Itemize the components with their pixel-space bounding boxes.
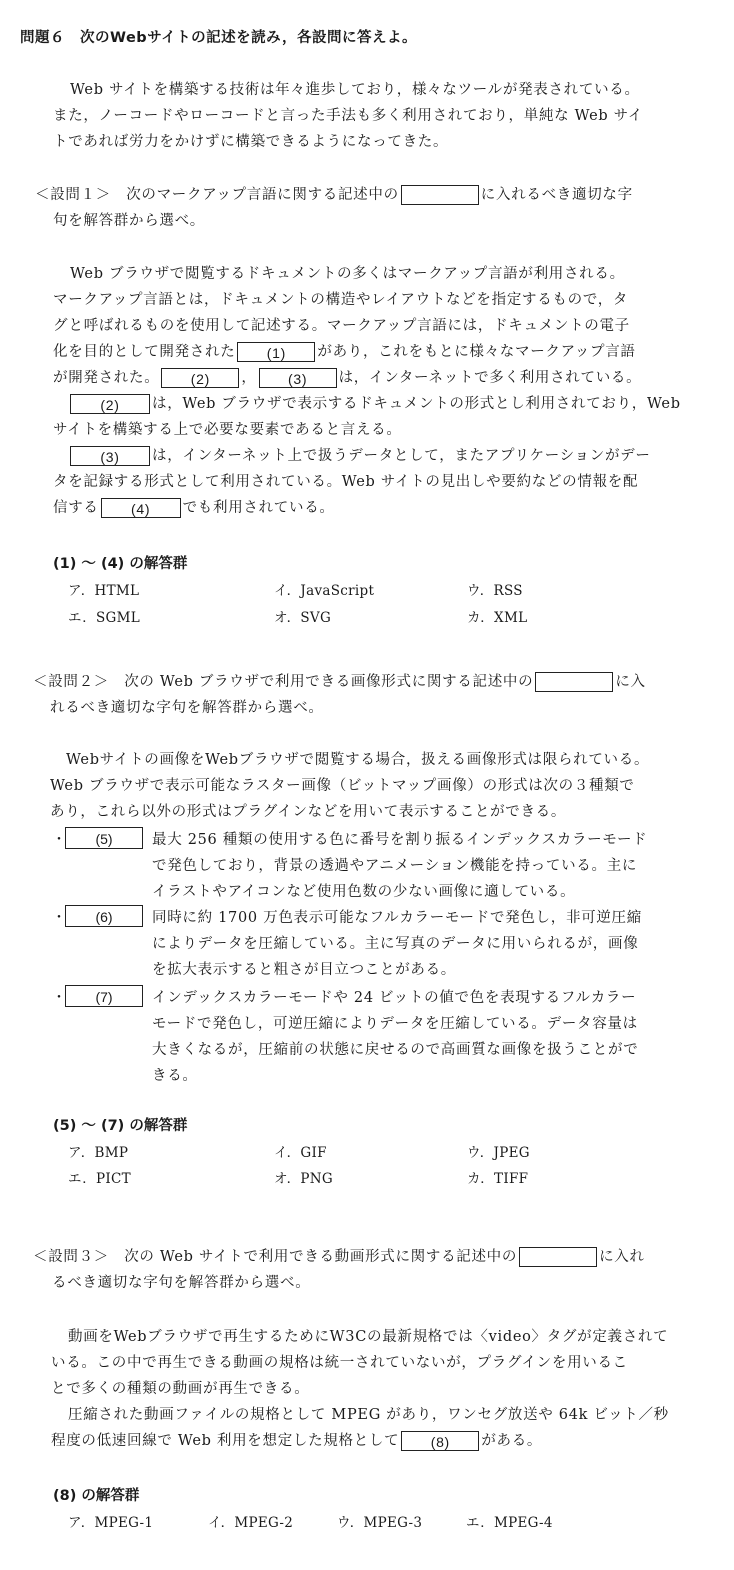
blank-2-repeat: (2) (70, 394, 150, 414)
blank-box (401, 185, 479, 205)
bullet-dot: ・ (52, 990, 66, 1006)
q1-line-1: Web ブラウザで閲覧するドキュメントの多くはマークアップ言語が利用される。 (70, 266, 625, 282)
q1-line-5-text-c: は，インターネットで多く利用されている。 (338, 370, 642, 386)
bullet-5-line-3: イラストやアイコンなど使用色数の少ない画像に適している。 (152, 884, 576, 900)
blank-4: (4) (101, 498, 181, 518)
bullet-7-line-2: モードで発色し，可逆圧縮によりデータを圧縮している。データ容量は (152, 1016, 638, 1032)
q1-option: イ．JavaScript (274, 583, 375, 599)
q2-prompt (33, 670, 646, 692)
q3-prompt-line-2: るべき適切な字句を解答群から選べ。 (52, 1275, 311, 1291)
intro-line-3: トであれば労力をかけずに構築できるようになってきた。 (53, 134, 449, 150)
blank-box (519, 1247, 597, 1267)
q2-option: カ．TIFF (467, 1171, 529, 1187)
q1-line-10-text-b: でも利用されている。 (182, 500, 335, 516)
q1-prompt-text-a: ＜設問１＞ 次のマークアップ言語に関する記述中の (35, 187, 399, 203)
q3-option: ア．MPEG-1 (68, 1515, 154, 1531)
q1-line-8 (68, 444, 651, 466)
q1-line-9: タを記録する形式として利用されている。Web サイトの見出しや要約などの情報を配 (53, 474, 639, 490)
bullet-7-line-3: 大きくなるが，圧縮前の状態に戻せるので高画質な画像を扱うことがで (152, 1042, 639, 1058)
blank-3-repeat: (3) (70, 446, 150, 466)
q1-line-6 (68, 392, 681, 414)
q1-line-4-text-a: 化を目的として開発された (53, 344, 236, 360)
bullet-7-line-1: インデックスカラーモードや 24 ビットの値で色を表現するフルカラー (152, 990, 637, 1006)
q1-answers-header: (1) ～ (4) の解答群 (53, 556, 188, 572)
q2-option: エ．PICT (68, 1171, 131, 1187)
q2-option: イ．GIF (274, 1145, 327, 1161)
q3-line-2: いる。この中で再生できる動画の規格は統一されていないが，プラグインを用いるこ (51, 1355, 628, 1371)
q3-prompt-text-a: ＜設問３＞ 次の Web サイトで利用できる動画形式に関する記述中の (33, 1249, 518, 1265)
problem-title: 問題６ 次のWebサイトの記述を読み，各設問に答えよ。 (20, 30, 418, 46)
blank-box (535, 672, 613, 692)
q1-option: オ．SVG (274, 610, 332, 626)
q1-line-6-text: は，Web ブラウザで表示するドキュメントの形式とし利用されており，Web (152, 396, 681, 412)
q3-line-5 (51, 1429, 542, 1451)
q1-line-4-text-b: があり，これをもとに様々なマークアップ言語 (317, 344, 636, 360)
blank-7: (7) (65, 985, 143, 1007)
q1-line-4 (53, 340, 636, 362)
bullet-6-line-3: を拡大表示すると粗さが目立つことがある。 (152, 962, 456, 978)
bullet-5-line-2: で発色しており，背景の透過やアニメーション機能を持っている。主に (152, 858, 638, 874)
q2-answers-header: (5) ～ (7) の解答群 (53, 1118, 188, 1134)
q1-line-8-text: は，インターネット上で扱うデータとして，またアプリケーションがデー (152, 448, 651, 464)
bullet-5-line-1: 最大 256 種類の使用する色に番号を割り振るインデックスカラーモード (152, 832, 648, 848)
q2-prompt-line-2: れるべき適切な字句を解答群から選べ。 (50, 700, 324, 716)
q1-line-3: グと呼ばれるものを使用して記述する。マークアップ言語には，ドキュメントの電子 (53, 318, 630, 334)
q1-line-10 (53, 496, 335, 518)
q2-line-1: Webサイトの画像をWebブラウザで閲覧する場合，扱える画像形式は限られている。 (66, 752, 650, 768)
blank-3: (3) (259, 368, 337, 388)
q3-answers-header: (8) の解答群 (53, 1488, 140, 1504)
q3-option: エ．MPEG-4 (466, 1515, 553, 1531)
bullet-6-line-1: 同時に約 1700 万色表示可能なフルカラーモードで発色し，非可逆圧縮 (152, 910, 642, 926)
q2-line-2: Web ブラウザで表示可能なラスター画像（ビットマップ画像）の形式は次の３種類で (50, 778, 635, 794)
q3-prompt-text-b: に入れ (599, 1249, 645, 1265)
blank-5: (5) (65, 827, 143, 849)
q1-prompt-line-2: 句を解答群から選べ。 (53, 213, 205, 229)
q2-option: オ．PNG (274, 1171, 333, 1187)
q1-option: カ．XML (467, 610, 528, 626)
q3-option: イ．MPEG-2 (208, 1515, 294, 1531)
q1-prompt (35, 183, 633, 205)
bullet-dot: ・ (52, 832, 66, 848)
q3-line-1: 動画をWebブラウザで再生するためにW3Cの最新規格では〈video〉タグが定義されて (68, 1329, 669, 1345)
q1-line-5-text-a: が開発された。 (53, 370, 160, 386)
q1-option: ウ．RSS (467, 583, 523, 599)
q2-option: ウ．JPEG (467, 1145, 530, 1161)
intro-line-2: また，ノーコードやローコードと言った手法も多く利用されており，単純な Web サイ (53, 108, 644, 124)
q3-line-5-text-a: 程度の低速回線で Web 利用を想定した規格として (51, 1433, 400, 1449)
q1-line-5-text-b: ， (241, 370, 257, 386)
bullet-dot: ・ (52, 910, 66, 926)
q2-line-3: あり，これら以外の形式はプラグインなどを用いて表示することができる。 (50, 804, 567, 820)
q1-option: ア．HTML (68, 583, 140, 599)
blank-8: (8) (401, 1431, 479, 1451)
intro-line-1: Web サイトを構築する技術は年々進歩しており，様々なツールが発表されている。 (70, 82, 640, 98)
q1-line-5 (53, 366, 641, 388)
blank-2: (2) (161, 368, 239, 388)
bullet-7-line-4: きる。 (152, 1068, 198, 1084)
q3-line-5-text-b: がある。 (481, 1433, 543, 1449)
q3-line-4: 圧縮された動画ファイルの規格として MPEG があり，ワンセグ放送や 64k ビット／秒 (68, 1407, 669, 1423)
q2-option: ア．BMP (68, 1145, 129, 1161)
q3-line-3: とで多くの種類の動画が再生できる。 (51, 1381, 310, 1397)
q3-option: ウ．MPEG-3 (337, 1515, 423, 1531)
q1-prompt-text-b: に入れるべき適切な字 (480, 187, 633, 203)
blank-6: (6) (65, 905, 143, 927)
blank-1: (1) (237, 342, 315, 362)
q1-line-10-text-a: 信する (53, 500, 99, 516)
bullet-6-line-2: によりデータを圧縮している。主に写真のデータに用いられるが，画像 (152, 936, 639, 952)
q2-prompt-text-b: に入 (615, 674, 646, 690)
q1-line-2: マークアップ言語とは，ドキュメントの構造やレイアウトなどを指定するもので，タ (53, 292, 629, 308)
q2-prompt-text-a: ＜設問２＞ 次の Web ブラウザで利用できる画像形式に関する記述中の (33, 674, 534, 690)
q1-line-7: サイトを構築する上で必要な要素であると言える。 (53, 422, 402, 438)
q1-option: エ．SGML (68, 610, 141, 626)
q3-prompt (33, 1245, 645, 1267)
